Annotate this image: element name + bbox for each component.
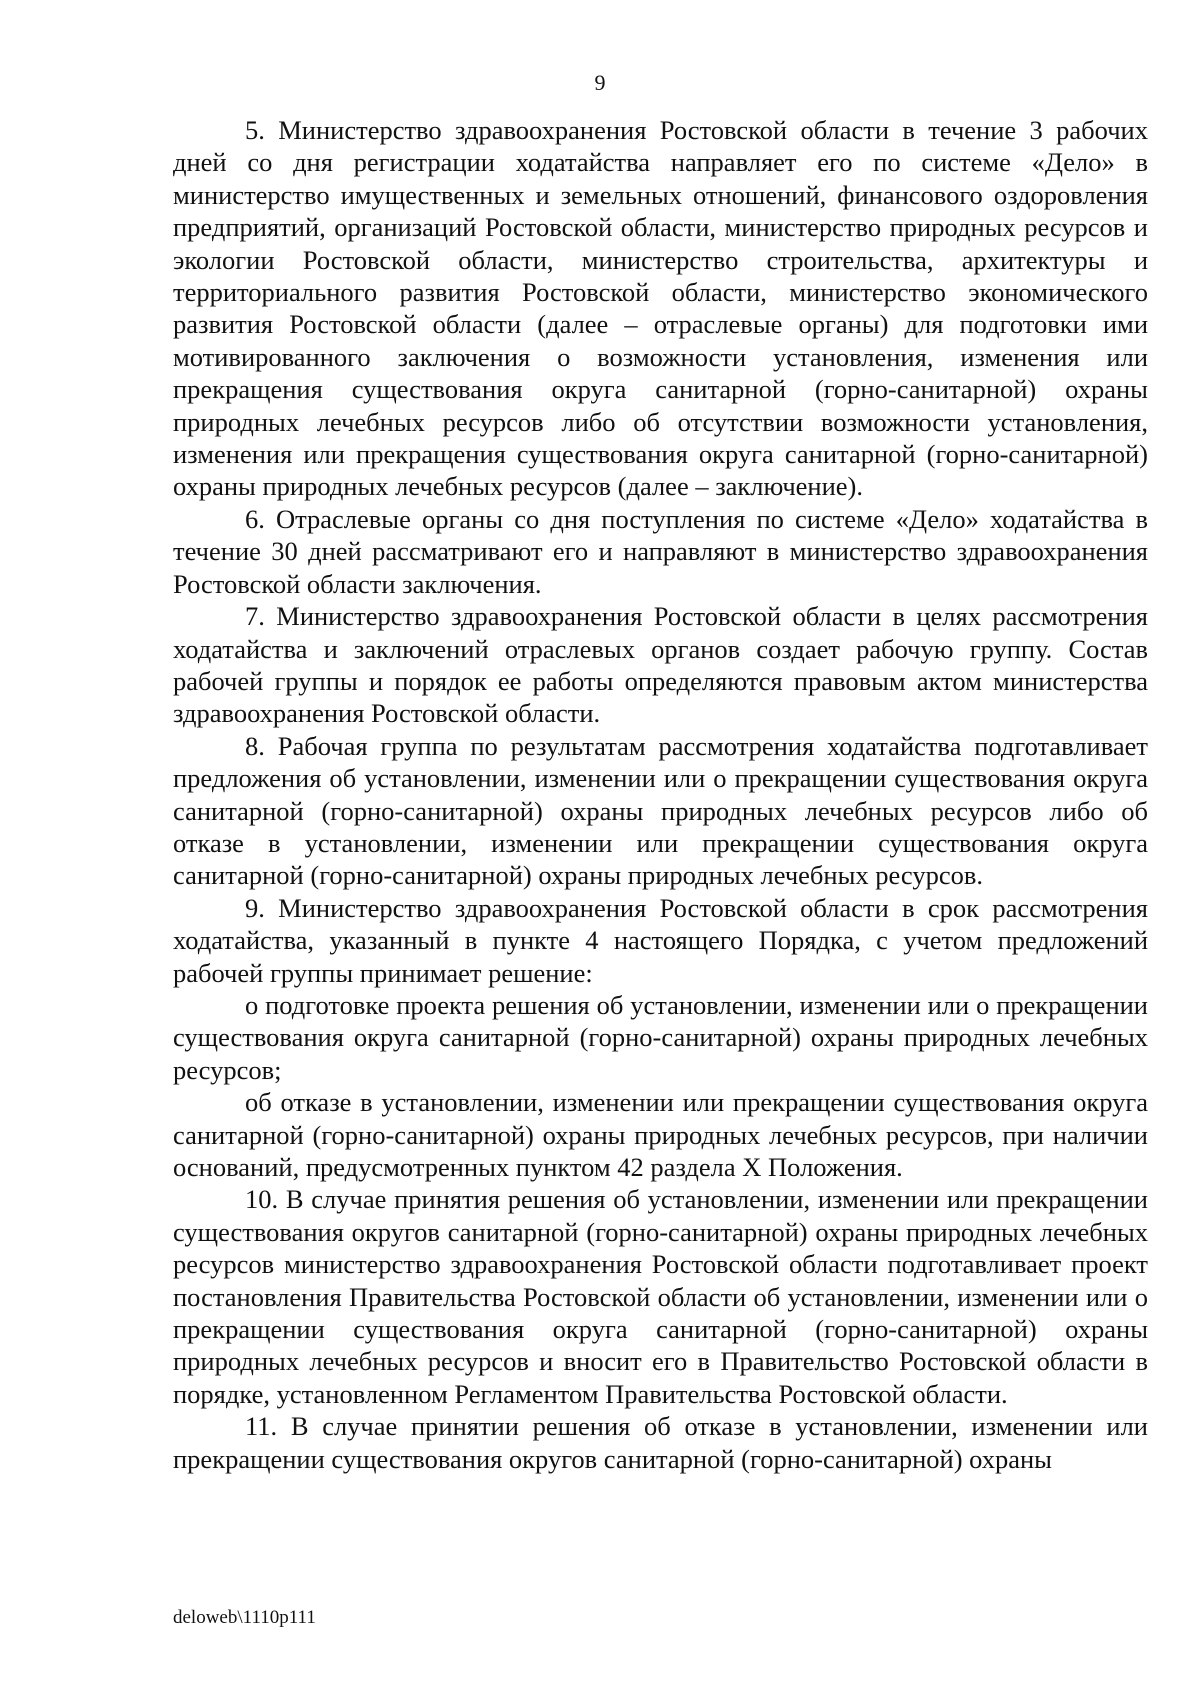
paragraph-item-6: 6. Отраслевые органы со дня поступления по системе «Дело» ходатайства в течение 30 дней рассматривают его и направляют в министерство здравоохранения Ростовской области заключения. bbox=[173, 503, 1148, 599]
paragraph-item-8: 8. Рабочая группа по результатам рассмотрения ходатайства подготавливает предложения об установлении, изменении или о прекращении существования округа санитарной (горно-санитарной) охраны природных лечебных ресурсов либо об отказе в установлении, изменении или прекращении существования округа санитарной (горно-санитарной) охраны природных лечебных ресурсов. bbox=[173, 730, 1148, 891]
paragraph-item-9: 9. Министерство здравоохранения Ростовской области в срок рассмотрения ходатайства, указанный в пункте 4 настоящего Порядка, с учетом предложений рабочей группы принимает решение: bbox=[173, 892, 1148, 988]
paragraph-item-10: 10. В случае принятия решения об установлении, изменении или прекращении существования округов санитарной (горно-санитарной) охраны природных лечебных ресурсов министерство здравоохранения Ростовской области подготавливает проект постановления Правительства Ростовской области об установлении, изменении или о прекращении существования округа санитарной (горно-санитарной) охраны природных лечебных ресурсов и вносит его в Правительство Ростовской области в порядке, установленном Регламентом Правительства Ростовской области. bbox=[173, 1184, 1148, 1409]
document-footer-code: deloweb\1110p111 bbox=[173, 1607, 316, 1628]
paragraph-item-7: 7. Министерство здравоохранения Ростовской области в целях рассмотрения ходатайства и заключений отраслевых органов создает рабочую группу. Состав рабочей группы и порядок ее работы определяются правовым актом министерства здравоохранения Ростовской области. bbox=[173, 601, 1148, 729]
document-body bbox=[173, 114, 1148, 1475]
paragraph-item-11: 11. В случае принятии решения об отказе в установлении, изменении или прекращении существования округов санитарной (горно-санитарной) охраны bbox=[173, 1411, 1148, 1474]
paragraph-item-9-option-1: о подготовке проекта решения об установлении, изменении или о прекращении существования округа санитарной (горно-санитарной) охраны природных лечебных ресурсов; bbox=[173, 989, 1148, 1085]
paragraph-item-9-option-2: об отказе в установлении, изменении или прекращении существования округа санитарной (горно-санитарной) охраны природных лечебных ресурсов, при наличии оснований, предусмотренных пунктом 42 раздела X Положения. bbox=[173, 1087, 1148, 1182]
paragraph-item-5: 5. Министерство здравоохранения Ростовской области в течение 3 рабочих дней со дня регистрации ходатайства направляет его по системе «Дело» в министерство имущественных и земельных отношений, финансового оздоровления предприятий, организаций Ростовской области, министерство природных ресурсов и экологии Ростовской области, министерство строительства, архитектуры и территориального развития Ростовской области, министерство экономического развития Ростовской области (далее – отраслевые органы) для подготовки ими мотивированного заключения о возможности установления, изменения или прекращения существования округа санитарной (горно-санитарной) охраны природных лечебных ресурсов либо об отсутствии возможности установления, изменения или прекращения существования округа санитарной (горно-санитарной) охраны природных лечебных ресурсов (далее – заключение). bbox=[173, 115, 1148, 502]
page-number: 9 bbox=[594, 70, 606, 95]
